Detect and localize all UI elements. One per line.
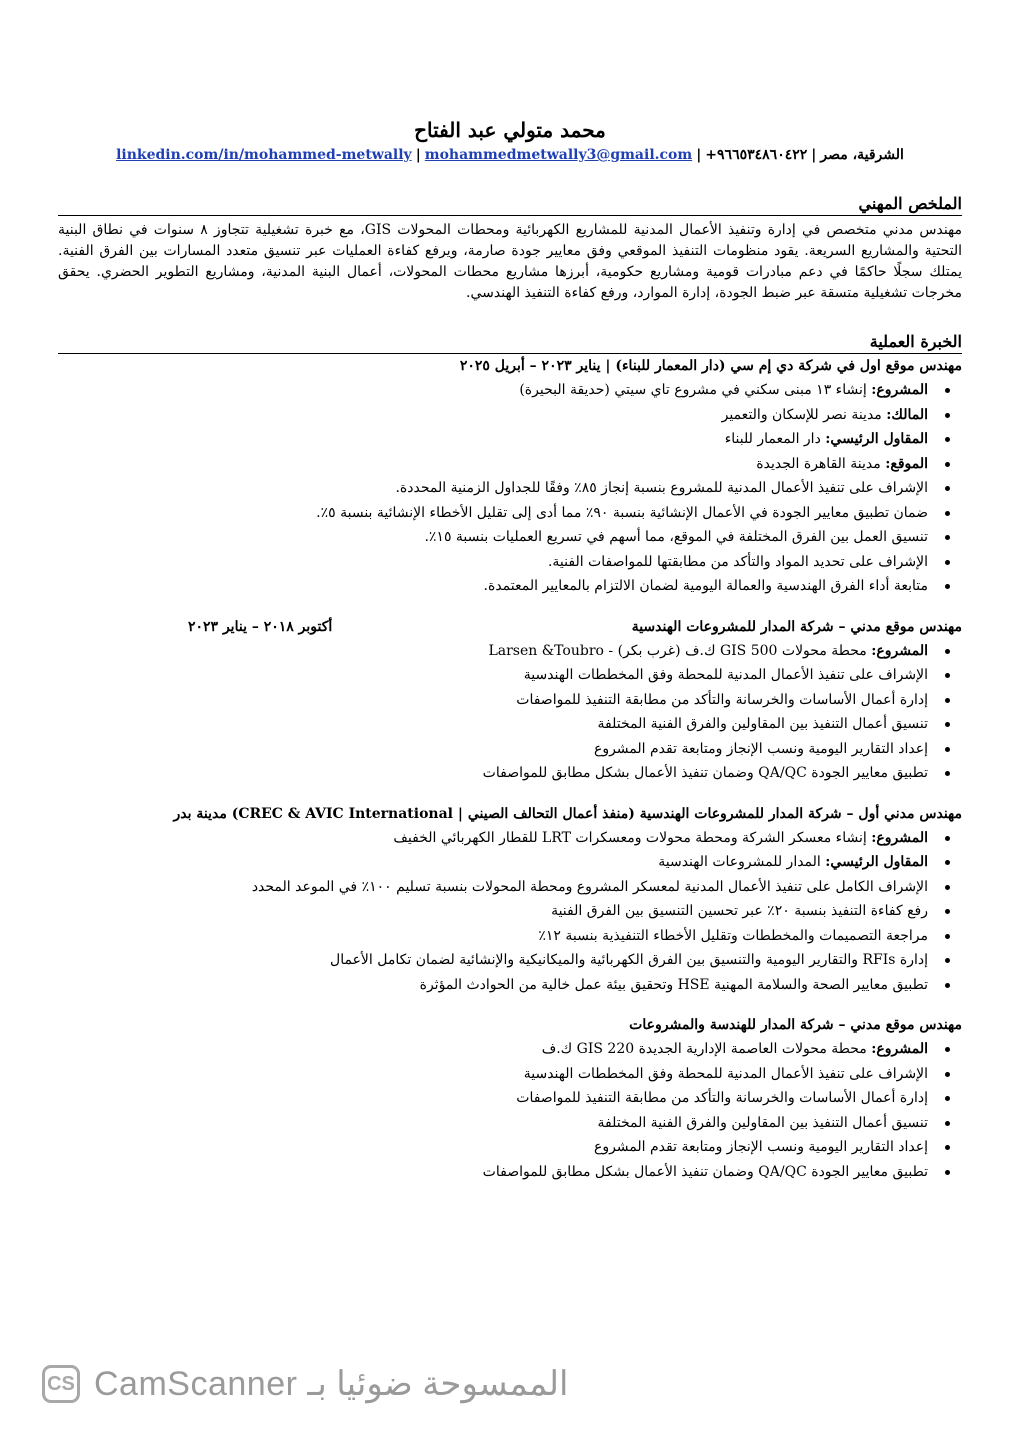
job-bullets — [58, 1037, 962, 1184]
contact-line: الشرقية، مصر|+٩٦٦٥٣٤٨٦٠٤٢٢|mohammedmetwally3@gmail.com|linkedin.com/in/mohammed-metwally — [58, 144, 962, 166]
item-text: تطبيق معايير الجودة QA/QC وضمان تنفيذ الأعمال بشكل مطابق للمواصفات — [482, 1163, 928, 1180]
watermark-text: CamScanner الممسوحة ضوئيا بـ — [94, 1365, 569, 1403]
job-entry — [58, 356, 962, 599]
email-link[interactable]: mohammedmetwally3@gmail.com — [424, 147, 693, 163]
list-item — [58, 476, 928, 501]
list-item — [58, 663, 928, 688]
item-text: الإشراف على تحديد المواد والتأكد من مطابقتها للمواصفات الفنية. — [547, 553, 928, 570]
item-text: الإشراف على تنفيذ الأعمال المدنية للمشروع بنسبة إنجاز ٨٥٪ وفقًا للجداول الزمنية المحددة. — [395, 480, 928, 496]
item-label: المقاول الرئيسي: — [825, 431, 928, 447]
job-heading — [58, 1015, 962, 1035]
item-text: الإشراف الكامل على تنفيذ الأعمال المدنية لمعسكر المشروع ومحطة المحولات بنسبة تسليم ١٠٠٪ في الموعد المحدد — [251, 878, 928, 895]
job-heading — [58, 356, 962, 376]
list-item — [58, 688, 928, 713]
item-label: المشروع: — [871, 382, 928, 398]
item-text: إدارة RFIs والتقارير اليومية والتنسيق بين الفرق الكهربائية والميكانيكية والإنشائية لضمان تكامل الأعمال — [330, 952, 928, 968]
item-text: دار المعمار للبناء — [724, 431, 826, 447]
list-item — [58, 452, 928, 477]
item-label: المشروع: — [871, 642, 928, 659]
list-item — [58, 403, 928, 428]
item-text: تنسيق أعمال التنفيذ بين المقاولين والفرق الفنية المختلفة — [597, 1114, 928, 1131]
list-item — [58, 550, 928, 575]
list-item — [58, 639, 928, 664]
list-item — [58, 1037, 928, 1062]
list-item — [58, 1086, 928, 1111]
list-item — [58, 826, 928, 851]
job-bullets — [58, 826, 962, 998]
experience-heading: الخبرة العملية — [58, 332, 962, 354]
list-item — [58, 973, 928, 998]
list-item — [58, 378, 928, 403]
resume-page — [58, 118, 962, 1184]
camscanner-watermark — [42, 1364, 568, 1404]
job-title: مهندس موقع مدني – شركة المدار للهندسة والمشروعات — [629, 1017, 962, 1033]
list-item — [58, 737, 928, 762]
item-text: إعداد التقارير اليومية ونسب الإنجاز ومتابعة تقدم المشروع — [593, 740, 928, 757]
list-item — [58, 761, 928, 786]
summary-heading: الملخص المهني — [58, 194, 962, 216]
list-item — [58, 850, 928, 875]
item-label: المشروع: — [871, 829, 928, 846]
item-text: مدينة القاهرة الجديدة — [756, 455, 886, 472]
item-label: المقاول الرئيسي: — [825, 854, 928, 870]
page-title: محمد متولي عبد الفتاح — [414, 118, 606, 142]
item-text: رفع كفاءة التنفيذ بنسبة ٢٠٪ عبر تحسين التنسيق بين الفرق الفنية — [551, 903, 928, 919]
job-entry — [58, 804, 962, 998]
item-text: إنشاء معسكر الشركة ومحطة محولات ومعسكرات LRT للقطار الكهربائي الخفيف — [393, 829, 872, 846]
list-item — [58, 525, 928, 550]
item-text: محطة محولات العاصمة الإدارية الجديدة GIS 220 ك.ف — [541, 1041, 872, 1057]
job-bullets — [58, 378, 962, 599]
item-text: الإشراف على تنفيذ الأعمال المدنية للمحطة وفق المخططات الهندسية — [523, 667, 928, 683]
list-item — [58, 1160, 928, 1185]
item-text: إعداد التقارير اليومية ونسب الإنجاز ومتابعة تقدم المشروع — [593, 1139, 928, 1155]
job-heading — [58, 804, 962, 824]
list-item — [58, 1135, 928, 1160]
job-entry — [58, 617, 962, 786]
item-text: إنشاء ١٣ مبنى سكني في مشروع تاي سيتي (حديقة البحيرة) — [519, 382, 872, 398]
list-item — [58, 1062, 928, 1087]
item-label: المشروع: — [871, 1041, 928, 1057]
job-title: مهندس مدني أول – شركة المدار للمشروعات الهندسية (منفذ أعمال التحالف الصيني | CREC & AVIC International) مدينة بدر — [173, 805, 962, 822]
list-item — [58, 427, 928, 452]
item-text: ضمان تطبيق معايير الجودة في الأعمال الإنشائية بنسبة ٩٠٪ مما أدى إلى تقليل الأخطاء الإنشائية بنسبة ٥٪. — [316, 504, 928, 521]
item-text: متابعة أداء الفرق الهندسية والعمالة اليومية لضمان الالتزام بالمعايير المعتمدة. — [483, 578, 928, 594]
item-text: مراجعة التصميمات والمخططات وتقليل الأخطاء التنفيذية بنسبة ١٢٪ — [538, 927, 928, 944]
job-title: مهندس موقع مدني – شركة المدار للمشروعات الهندسية — [631, 618, 962, 635]
item-text: تطبيق معايير الصحة والسلامة المهنية HSE وتحقيق بيئة عمل خالية من الحوادث المؤثرة — [419, 976, 928, 993]
item-text: إدارة أعمال الأساسات والخرسانة والتأكد من مطابقة التنفيذ للمواصفات — [516, 691, 928, 708]
job-entry — [58, 1015, 962, 1184]
job-date: أكتوبر ٢٠١٨ – يناير ٢٠٢٣ — [188, 618, 333, 635]
summary-text: مهندس مدني متخصص في إدارة وتنفيذ الأعمال المدنية للمشاريع الكهربائية ومحطات المحولات GIS، مع خبرة تشغيلية تتجاوز ٨ سنوات في نطاق البنية التحتية والمشاريع السريعة. يقود منظومات التنفيذ الموقعي وفق معايير جودة صارمة، ويرفع كفاءة العمليات عبر تنسيق متعدد المسارات بين الفرق الفنية. يمتلك سجلًا حاكمًا في دعم مبادرات قومية ومشاريع حكومية، أبرزها مشاريع محطات المحولات، أعمال البنية المدنية، ومشاريع التطوير الحضري. يحقق مخرجات تشغيلية متسقة عبر ضبط الجودة، إدارة الموارد، ورفع كفاءة التنفيذ الهندسي. — [58, 222, 962, 301]
item-label: الموقع: — [885, 455, 928, 472]
list-item — [58, 899, 928, 924]
job-title: مهندس موقع اول في شركة دي إم سي (دار المعمار للبناء) | يناير ٢٠٢٣ – أبريل ٢٠٢٥ — [459, 358, 962, 374]
job-heading — [58, 617, 962, 637]
item-text: تنسيق العمل بين الفرق المختلفة في الموقع، مما أسهم في تسريع العمليات بنسبة ١٥٪. — [424, 529, 928, 545]
list-item — [58, 1111, 928, 1136]
item-text: المدار للمشروعات الهندسية — [658, 854, 826, 870]
list-item — [58, 924, 928, 949]
list-item — [58, 501, 928, 526]
job-bullets — [58, 639, 962, 786]
linkedin-link[interactable]: linkedin.com/in/mohammed-metwally — [116, 147, 412, 163]
experience-list — [58, 356, 962, 1184]
camscanner-logo-icon: CS — [42, 1365, 80, 1403]
item-text: تطبيق معايير الجودة QA/QC وضمان تنفيذ الأعمال بشكل مطابق للمواصفات — [482, 765, 928, 781]
list-item — [58, 875, 928, 900]
item-text: إدارة أعمال الأساسات والخرسانة والتأكد من مطابقة التنفيذ للمواصفات — [516, 1090, 928, 1106]
item-text: مدينة نصر للإسكان والتعمير — [721, 406, 887, 423]
list-item — [58, 574, 928, 599]
item-text: محطة محولات GIS 500 ك.ف (غرب بكر) - Larsen &Toubro — [488, 642, 872, 659]
item-text: تنسيق أعمال التنفيذ بين المقاولين والفرق الفنية المختلفة — [597, 716, 928, 732]
phone-number: +٩٦٦٥٣٤٨٦٠٤٢٢ — [705, 147, 808, 163]
list-item — [58, 712, 928, 737]
item-label: المالك: — [886, 406, 928, 423]
location: الشرقية، مصر — [820, 147, 904, 163]
list-item — [58, 948, 928, 973]
item-text: الإشراف على تنفيذ الأعمال المدنية للمحطة وفق المخططات الهندسية — [523, 1065, 928, 1082]
